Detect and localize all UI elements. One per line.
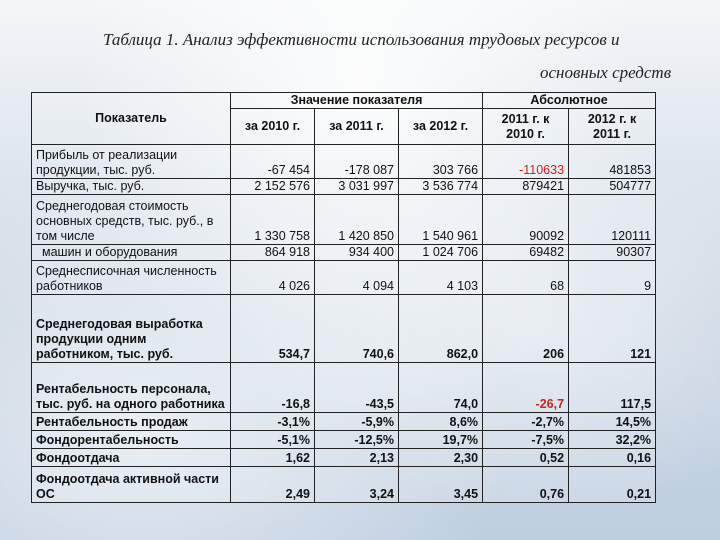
table-row	[32, 413, 656, 431]
cell-delta-2012: 481853	[569, 145, 656, 179]
header-abs-group: Абсолютное	[483, 93, 656, 109]
cell-2012: 4 103	[399, 261, 483, 295]
cell-delta-2012: 120111	[569, 195, 656, 245]
cell-2010: -67 454	[231, 145, 315, 179]
cell-2012: 862,0	[399, 295, 483, 363]
cell-2010: 1,62	[231, 449, 315, 467]
cell-delta-2012: 14,5%	[569, 413, 656, 431]
cell-delta-2011: -110633	[483, 145, 569, 179]
cell-2012: 3,45	[399, 467, 483, 503]
cell-2011: -178 087	[315, 145, 399, 179]
row-label: машин и оборудования	[32, 245, 231, 261]
table-row	[32, 245, 656, 261]
cell-delta-2011: 68	[483, 261, 569, 295]
cell-2012: 3 536 774	[399, 179, 483, 195]
table-title-continued: основных средств	[540, 63, 672, 82]
row-label: Среднегодовая выработка продукции одним работником, тыс. руб.	[32, 295, 231, 363]
cell-2010: 4 026	[231, 261, 315, 295]
cell-2011: 934 400	[315, 245, 399, 261]
cell-delta-2012: 90307	[569, 245, 656, 261]
cell-2012: 8,6%	[399, 413, 483, 431]
cell-2011: 740,6	[315, 295, 399, 363]
cell-2011: 4 094	[315, 261, 399, 295]
row-label: Фондоотдача	[32, 449, 231, 467]
cell-delta-2012: 121	[569, 295, 656, 363]
row-label: Фондорентабельность	[32, 431, 231, 449]
cell-delta-2012: 504777	[569, 179, 656, 195]
table-row	[32, 145, 656, 179]
header-2011: за 2011 г.	[315, 109, 399, 145]
cell-delta-2011: -26,7	[483, 363, 569, 413]
cell-2010: 2,49	[231, 467, 315, 503]
cell-2012: 303 766	[399, 145, 483, 179]
row-label: Среднегодовая стоимость основных средств, тыс. руб., в том числе	[32, 195, 231, 245]
cell-2011: -12,5%	[315, 431, 399, 449]
row-label: Среднесписочная численность работников	[32, 261, 231, 295]
cell-2010: -5,1%	[231, 431, 315, 449]
cell-delta-2012: 9	[569, 261, 656, 295]
table-row	[32, 295, 656, 363]
cell-delta-2012: 0,16	[569, 449, 656, 467]
row-label: Выручка, тыс. руб.	[32, 179, 231, 195]
row-label: Рентабельность персонала, тыс. руб. на одного работника	[32, 363, 231, 413]
cell-2010: -3,1%	[231, 413, 315, 431]
cell-2011: 3,24	[315, 467, 399, 503]
cell-2010: 534,7	[231, 295, 315, 363]
cell-delta-2011: 0,76	[483, 467, 569, 503]
header-indicator: Показатель	[32, 93, 231, 145]
row-label: Фондоотдача активной части ОС	[32, 467, 231, 503]
cell-2010: -16,8	[231, 363, 315, 413]
cell-delta-2011: 206	[483, 295, 569, 363]
header-2012: за 2012 г.	[399, 109, 483, 145]
analysis-table	[31, 92, 656, 503]
cell-2010: 1 330 758	[231, 195, 315, 245]
table-row	[32, 467, 656, 503]
cell-delta-2011: 879421	[483, 179, 569, 195]
cell-delta-2012: 0,21	[569, 467, 656, 503]
table-title: Таблица 1. Анализ эффективности использования трудовых ресурсов и	[103, 30, 620, 49]
cell-delta-2011: 69482	[483, 245, 569, 261]
cell-2010: 864 918	[231, 245, 315, 261]
cell-2011: 3 031 997	[315, 179, 399, 195]
table-row	[32, 363, 656, 413]
header-delta-2012: 2012 г. к 2011 г.	[569, 109, 656, 145]
cell-delta-2011: -7,5%	[483, 431, 569, 449]
cell-delta-2011: -2,7%	[483, 413, 569, 431]
cell-2011: 1 420 850	[315, 195, 399, 245]
cell-2012: 1 540 961	[399, 195, 483, 245]
row-label: Рентабельность продаж	[32, 413, 231, 431]
cell-2012: 74,0	[399, 363, 483, 413]
header-2010: за 2010 г.	[231, 109, 315, 145]
header-delta-2011: 2011 г. к 2010 г.	[483, 109, 569, 145]
cell-delta-2011: 90092	[483, 195, 569, 245]
cell-delta-2012: 32,2%	[569, 431, 656, 449]
row-label: Прибыль от реализации продукции, тыс. руб.	[32, 145, 231, 179]
cell-2011: 2,13	[315, 449, 399, 467]
table-row	[32, 179, 656, 195]
table-row	[32, 449, 656, 467]
table-row	[32, 431, 656, 449]
cell-2012: 1 024 706	[399, 245, 483, 261]
table-row	[32, 261, 656, 295]
cell-2011: -5,9%	[315, 413, 399, 431]
cell-2010: 2 152 576	[231, 179, 315, 195]
cell-2012: 19,7%	[399, 431, 483, 449]
cell-2012: 2,30	[399, 449, 483, 467]
header-value-group: Значение показателя	[231, 93, 483, 109]
cell-2011: -43,5	[315, 363, 399, 413]
cell-delta-2011: 0,52	[483, 449, 569, 467]
table-row	[32, 195, 656, 245]
cell-delta-2012: 117,5	[569, 363, 656, 413]
